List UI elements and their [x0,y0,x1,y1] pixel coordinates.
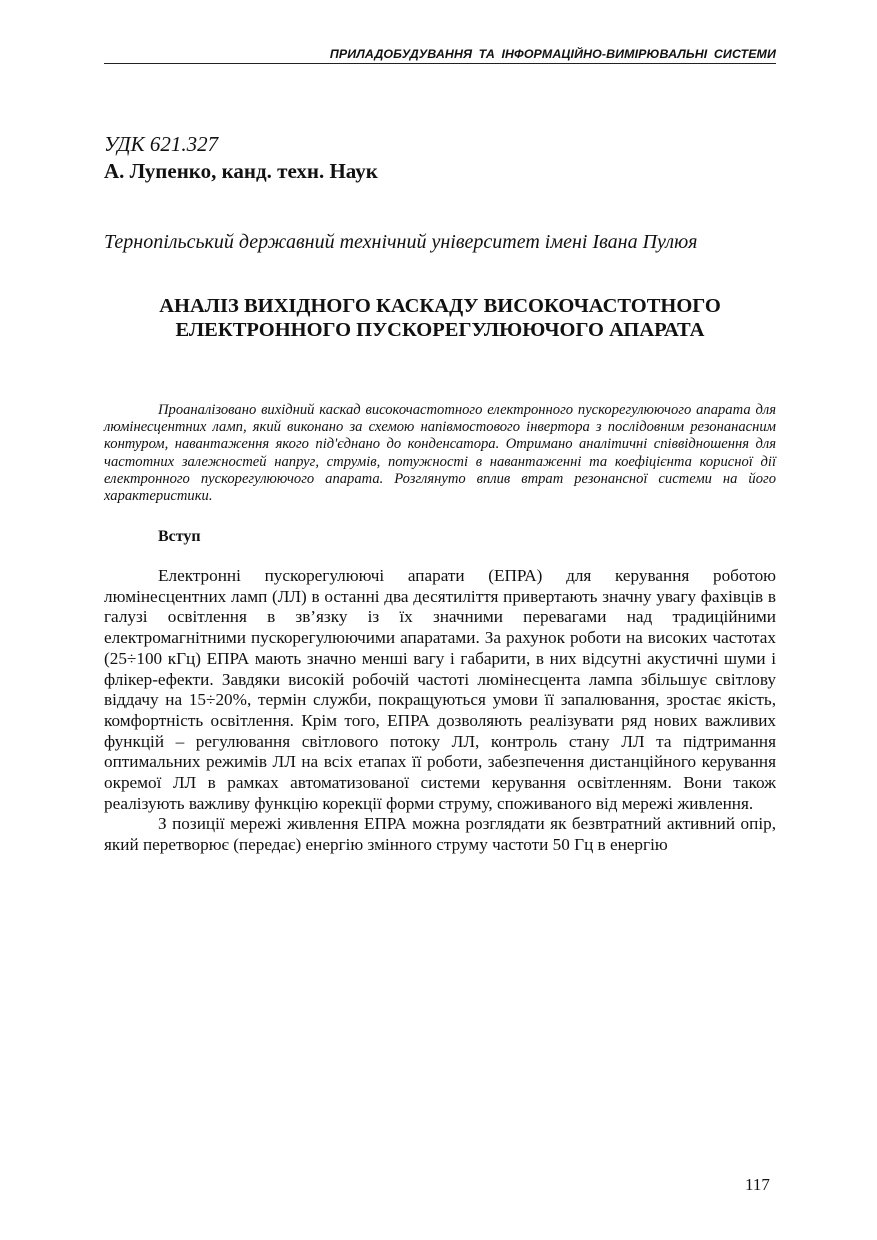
paragraph: З позиції мережі живлення ЕПРА можна розглядати як безвтратний активний опір, який перетворює (передає) енергію змінного струму частоти 50 Гц в енергію [104,814,776,855]
udc-code: УДК 621.327 [104,132,219,156]
abstract: Проаналізовано вихідний каскад високочастотного електронного пускорегулюючого апарата для люмінесцентних ламп, який виконано за схемою напівмостового інвертора з послідовним резонанасним контуром, навантаження якого під'єднано до конденсатора. Отримано аналітичні співвідношення для частотних залежностей напруг, струмів, потужності в навантаженні та коефіцієнта корисної дії електронного пускорегулюючого апарата. Розглянуто вплив втрат резонансної системи на його характеристики. [104,402,776,505]
author-line: А. Лупенко, канд. техн. Наук [104,159,378,183]
article-title-line-2: ЕЛЕКТРОННОГО ПУСКОРЕГУЛЮЮЧОГО АПАРАТА [175,319,705,341]
affiliation: Тернопільський державний технічний університет імені Івана Пулюя [104,231,698,253]
page-number: 117 [745,1175,770,1194]
running-header [104,46,776,64]
journal-section-title: ПРИЛАДОБУДУВАННЯ ТА ІНФОРМАЦІЙНО-ВИМІРЮВАЛЬНІ СИСТЕМИ [329,47,776,61]
section-heading-intro: Вступ [158,528,201,545]
body-text [104,566,776,856]
paragraph: Електронні пускорегулюючі апарати (ЕПРА) для керування роботою люмінесцентних ламп (ЛЛ) в останні два десятиліття привертають значну увагу фахівців в галузі освітлення в зв’язку із їх значними перевагами над традиційними електромагнітними пускорегулюючими апаратами. За рахунок роботи на високих частотах (25÷100 кГц) ЕПРА мають значно менші вагу і габарити, в них відсутні акустичні шуми і флікер-ефекти. Завдяки високій робочій частоті люмінесцента лампа збільшує світлову віддачу на 15÷20%, термін служби, покращуються умови її запалювання, зростає якість, комфортність освітлення. Крім того, ЕПРА дозволяють реалізувати ряд нових важливих функцій – регулювання світлового потоку ЛЛ, контроль стану ЛЛ та підтримання оптимальних режимів ЛЛ на всіх етапах її роботи, забезпечення дистанційного керування окремої ЛЛ в рамках автоматизованої системи керування освітленням. Вони також реалізують важливу функцію корекції форми струму, споживаного від мережі живлення. [104,566,776,813]
article-title-line-1: АНАЛІЗ ВИХІДНОГО КАСКАДУ ВИСОКОЧАСТОТНОГО [159,295,721,317]
article-title [104,294,776,342]
